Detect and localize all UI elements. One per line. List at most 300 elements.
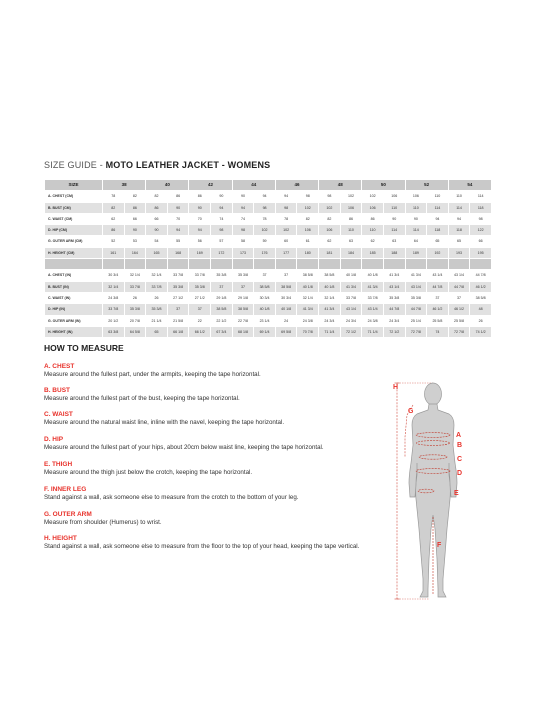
- size-cell: 106: [405, 191, 427, 202]
- size-cell: 86: [103, 225, 125, 236]
- size-cell: 82: [124, 191, 146, 202]
- size-cell: 74 1/2: [470, 326, 492, 337]
- size-row-label: B. BUST (CM): [45, 202, 103, 213]
- size-row-label: G. OUTER ARM (CM): [45, 236, 103, 247]
- size-cell: 33 7/8: [340, 292, 362, 303]
- size-header-cell: 46: [275, 180, 318, 191]
- measure-item: [44, 535, 374, 551]
- size-cell: 110: [383, 202, 405, 213]
- size-cell: 65: [448, 236, 470, 247]
- size-cell: 44 7/8: [405, 304, 427, 315]
- size-cell: 46 1/2: [427, 304, 449, 315]
- size-cell: 90: [405, 213, 427, 224]
- size-cell: 43 1/4: [340, 304, 362, 315]
- body-silhouette: [409, 383, 457, 597]
- size-cell: 24 3/4: [319, 315, 341, 326]
- size-cell: 62: [103, 213, 125, 224]
- size-cell: 38 5/8: [254, 281, 276, 292]
- size-cell: 90: [124, 225, 146, 236]
- size-row: [45, 191, 492, 202]
- size-cell: 176: [254, 247, 276, 258]
- measure-item-desc: Measure around the fullest part, under the armpits, keeping the tape horizontal.: [44, 371, 261, 378]
- size-cell: 71 1/4: [319, 326, 341, 337]
- size-cell: 33 7/8: [146, 281, 168, 292]
- size-cell: 118: [427, 225, 449, 236]
- size-cell: 33 7/8: [103, 304, 125, 315]
- size-cell: 26: [470, 315, 492, 326]
- size-cell: [340, 259, 362, 270]
- size-cell: 30 3/4: [254, 292, 276, 303]
- how-to-measure-title: HOW TO MEASURE: [44, 343, 124, 353]
- size-cell: 29 1/8: [232, 292, 254, 303]
- size-header-label: SIZE: [45, 180, 103, 191]
- size-cell: 24: [275, 315, 297, 326]
- measure-item-desc: Measure around the fullest part of your hips, about 20cm below waist line, keeping the tape horizontal.: [44, 444, 324, 451]
- size-cell: 102: [362, 191, 384, 202]
- size-cell: 98: [297, 191, 319, 202]
- size-cell: 172: [211, 247, 233, 258]
- size-cell: 189: [405, 247, 427, 258]
- size-cell: 41 3/4: [383, 270, 405, 281]
- size-cell: 70: [167, 213, 189, 224]
- size-cell: 40 1/8: [275, 304, 297, 315]
- size-cell: 43 1/4: [405, 281, 427, 292]
- size-row-label: C. WAIST (IN): [45, 292, 103, 303]
- body-figure: [393, 379, 471, 603]
- size-row: [45, 326, 492, 337]
- size-cell: 43 1/4: [427, 270, 449, 281]
- size-cell: 82: [103, 202, 125, 213]
- size-cell: 35 3/8: [211, 270, 233, 281]
- size-cell: 188: [383, 247, 405, 258]
- size-cell: 90: [232, 191, 254, 202]
- size-cell: 35 3/8: [189, 281, 211, 292]
- size-cell: 20 1/2: [103, 315, 125, 326]
- size-cell: [146, 259, 168, 270]
- size-cell: 70: [189, 213, 211, 224]
- measure-item-title: G. OUTER ARM: [44, 511, 92, 518]
- size-cell: 37: [448, 292, 470, 303]
- size-cell: 78: [254, 213, 276, 224]
- size-cell: [383, 259, 405, 270]
- size-row-label: A. CHEST (CM): [45, 191, 103, 202]
- size-cell: 165: [146, 247, 168, 258]
- size-cell: 32 1/4: [146, 270, 168, 281]
- size-cell: 22 7/8: [232, 315, 254, 326]
- size-cell: 52: [103, 236, 125, 247]
- measure-item-desc: Measure around the fullest part of the bust, keeping the tape horizontal.: [44, 395, 240, 402]
- size-cell: 21 1/4: [146, 315, 168, 326]
- measure-item-title: E. THIGH: [44, 461, 73, 468]
- size-row-label: D. HIP (CM): [45, 225, 103, 236]
- size-cell: [124, 259, 146, 270]
- size-row: [45, 236, 492, 247]
- size-cell: [232, 259, 254, 270]
- size-cell: 38 5/8: [211, 304, 233, 315]
- size-cell: 86: [189, 191, 211, 202]
- size-cell: 35 3/8: [383, 292, 405, 303]
- measure-item-desc: Stand against a wall, ask someone else to measure from the floor to the top of your head, keeping the tape vertical.: [44, 543, 360, 550]
- measure-item-desc: Measure from shoulder (Humerus) to wrist.: [44, 519, 162, 526]
- size-cell: 86: [146, 202, 168, 213]
- size-header-cell: 54: [448, 180, 491, 191]
- size-cell: 37: [254, 270, 276, 281]
- size-cell: 24 3/4: [340, 315, 362, 326]
- size-header-cell: 38: [103, 180, 146, 191]
- size-cell: 169: [189, 247, 211, 258]
- size-cell: 110: [448, 191, 470, 202]
- size-cell: 24 3/8: [297, 315, 319, 326]
- size-cell: 38 5/8: [232, 304, 254, 315]
- size-cell: 30 3/4: [275, 292, 297, 303]
- size-row-label: H. HEIGHT (IN): [45, 326, 103, 337]
- size-row-label: D. HIP (IN): [45, 304, 103, 315]
- size-cell: 25 1/4: [405, 315, 427, 326]
- size-header-cell: 50: [362, 180, 405, 191]
- size-cell: 69 5/8: [275, 326, 297, 337]
- size-cell: [297, 259, 319, 270]
- size-cell: 72 7/8: [405, 326, 427, 337]
- size-cell: 24 3/8: [103, 292, 125, 303]
- size-cell: 82: [297, 213, 319, 224]
- size-cell: [189, 259, 211, 270]
- size-cell: 74: [211, 213, 233, 224]
- size-cell: 72 7/8: [448, 326, 470, 337]
- size-cell: 37: [232, 281, 254, 292]
- size-cell: 66 1/8: [167, 326, 189, 337]
- size-cell: 94: [189, 225, 211, 236]
- size-cell: 110: [362, 225, 384, 236]
- figure-label-h: H: [393, 384, 399, 391]
- size-cell: 37: [275, 270, 297, 281]
- size-cell: 193: [448, 247, 470, 258]
- size-cell: 74: [232, 213, 254, 224]
- page-title: [44, 160, 270, 170]
- size-cell: 98: [211, 225, 233, 236]
- size-cell: 63: [340, 236, 362, 247]
- size-cell: 59: [254, 236, 276, 247]
- size-cell: 26: [124, 292, 146, 303]
- size-cell: 43 1/4: [448, 270, 470, 281]
- size-cell: [319, 259, 341, 270]
- size-cell: 195: [470, 247, 492, 258]
- size-cell: 44 7/8: [448, 281, 470, 292]
- size-cell: 94: [232, 202, 254, 213]
- size-header-cell: 44: [232, 180, 275, 191]
- size-row: [45, 202, 492, 213]
- size-cell: 122: [470, 225, 492, 236]
- measure-item: [44, 461, 374, 477]
- figure-label-b: B: [457, 442, 463, 449]
- size-cell: 102: [254, 225, 276, 236]
- size-cell: 35 3/8: [146, 304, 168, 315]
- size-cell: 106: [319, 225, 341, 236]
- size-cell: 98: [254, 202, 276, 213]
- size-cell: 118: [448, 225, 470, 236]
- size-row-label: B. BUST (IN): [45, 281, 103, 292]
- size-cell: 27 1/2: [189, 292, 211, 303]
- size-row: [45, 225, 492, 236]
- size-cell: 43 1/4: [383, 281, 405, 292]
- size-cell: 106: [383, 191, 405, 202]
- size-cell: 40 1/8: [362, 270, 384, 281]
- size-cell: 37: [427, 292, 449, 303]
- size-cell: 110: [427, 191, 449, 202]
- size-cell: 64: [405, 236, 427, 247]
- size-header-cell: 42: [189, 180, 232, 191]
- size-cell: 20 7/8: [124, 315, 146, 326]
- size-cell: 61: [297, 236, 319, 247]
- size-cell: 78: [103, 191, 125, 202]
- size-row: [45, 259, 492, 270]
- size-cell: 26: [146, 292, 168, 303]
- size-cell: 65: [146, 326, 168, 337]
- measure-item-title: A. CHEST: [44, 363, 75, 370]
- size-cell: 66: [124, 213, 146, 224]
- measure-item: [44, 363, 374, 379]
- size-cell: 44 7/8: [427, 281, 449, 292]
- size-cell: 114: [448, 202, 470, 213]
- size-cell: 44 7/8: [383, 304, 405, 315]
- size-cell: 66: [470, 236, 492, 247]
- size-cell: 114: [470, 191, 492, 202]
- size-cell: 58: [232, 236, 254, 247]
- size-cell: 41 3/4: [319, 304, 341, 315]
- measure-item-desc: Stand against a wall, ask someone else to measure from the crotch to the bottom of your leg.: [44, 494, 299, 501]
- size-cell: 74: [427, 326, 449, 337]
- size-cell: 118: [470, 202, 492, 213]
- size-cell: 177: [275, 247, 297, 258]
- size-cell: 56: [189, 236, 211, 247]
- size-cell: 110: [405, 202, 427, 213]
- size-cell: 24 3/4: [383, 315, 405, 326]
- size-cell: 86: [167, 191, 189, 202]
- size-cell: 86: [124, 202, 146, 213]
- size-cell: 106: [362, 202, 384, 213]
- size-cell: 32 1/4: [297, 292, 319, 303]
- size-cell: [405, 259, 427, 270]
- size-cell: 64 5/8: [124, 326, 146, 337]
- size-cell: 33 7/8: [124, 281, 146, 292]
- size-row: [45, 281, 492, 292]
- size-cell: 106: [297, 225, 319, 236]
- size-cell: 114: [427, 202, 449, 213]
- measure-item: [44, 387, 374, 403]
- size-cell: 72 1/2: [383, 326, 405, 337]
- size-cell: 32 1/4: [319, 292, 341, 303]
- measure-item-desc: Measure around the thigh just below the crotch, keeping the tape horizontal.: [44, 469, 253, 476]
- measure-item-desc: Measure around the natural waist line, inline with the navel, keeping the tape horizontal.: [44, 419, 285, 426]
- size-cell: 37: [189, 304, 211, 315]
- size-cell: 67 3/4: [211, 326, 233, 337]
- size-cell: 94: [254, 191, 276, 202]
- size-cell: 57: [211, 236, 233, 247]
- title-main: MOTO LEATHER JACKET - WOMENS: [105, 160, 271, 170]
- size-cell: 35 3/8: [405, 292, 427, 303]
- size-cell: 41 3/4: [362, 281, 384, 292]
- size-cell: 63 3/8: [103, 326, 125, 337]
- size-cell: 66 1/2: [189, 326, 211, 337]
- size-cell: 68 1/8: [232, 326, 254, 337]
- size-cell: 114: [383, 225, 405, 236]
- size-row-label: H. HEIGHT (CM): [45, 247, 103, 258]
- size-cell: 114: [405, 225, 427, 236]
- size-row-label: C. WAIST (CM): [45, 213, 103, 224]
- size-cell: 32 1/4: [103, 281, 125, 292]
- size-cell: 40 1/8: [254, 304, 276, 315]
- size-cell: [362, 259, 384, 270]
- measure-item: [44, 511, 374, 527]
- size-cell: 35 3/8: [124, 304, 146, 315]
- size-cell: 55: [167, 236, 189, 247]
- size-cell: 86: [362, 213, 384, 224]
- size-cell: 86: [340, 213, 362, 224]
- size-cell: 46 1/2: [470, 281, 492, 292]
- size-cell: 25 5/8: [448, 315, 470, 326]
- size-cell: 43 1/4: [362, 304, 384, 315]
- size-cell: 94: [211, 202, 233, 213]
- size-cell: [211, 259, 233, 270]
- size-cell: 63: [383, 236, 405, 247]
- measure-item-title: D. HIP: [44, 436, 64, 443]
- size-cell: 40 1/8: [319, 281, 341, 292]
- size-cell: 53: [124, 236, 146, 247]
- size-cell: 161: [103, 247, 125, 258]
- size-cell: 24 3/8: [362, 315, 384, 326]
- size-cell: 40 1/8: [340, 270, 362, 281]
- size-cell: 33 7/8: [189, 270, 211, 281]
- size-cell: 164: [124, 247, 146, 258]
- size-row: [45, 304, 492, 315]
- figure-label-e: E: [454, 490, 459, 497]
- size-cell: 78: [275, 213, 297, 224]
- measure-item-title: B. BUST: [44, 387, 70, 394]
- size-cell: 94: [427, 213, 449, 224]
- size-cell: 62: [362, 236, 384, 247]
- size-cell: 60: [275, 236, 297, 247]
- measure-item: [44, 486, 374, 502]
- size-header-cell: 48: [319, 180, 362, 191]
- size-cell: 38 5/8: [319, 270, 341, 281]
- size-header-cell: 52: [405, 180, 448, 191]
- size-row: [45, 270, 492, 281]
- size-cell: 185: [362, 247, 384, 258]
- size-cell: 38 5/8: [297, 270, 319, 281]
- size-cell: 37: [167, 304, 189, 315]
- size-cell: 90: [167, 202, 189, 213]
- size-cell: 46 1/2: [448, 304, 470, 315]
- size-cell: [167, 259, 189, 270]
- size-cell: 173: [232, 247, 254, 258]
- size-row: [45, 213, 492, 224]
- size-header-cell: 40: [146, 180, 189, 191]
- size-cell: 41 3/4: [405, 270, 427, 281]
- size-cell: 82: [146, 191, 168, 202]
- size-cell: 90: [383, 213, 405, 224]
- size-cell: 102: [275, 225, 297, 236]
- size-cell: 94: [448, 213, 470, 224]
- size-cell: 29 1/8: [211, 292, 233, 303]
- size-cell: [448, 259, 470, 270]
- size-cell: [103, 259, 125, 270]
- size-cell: 66: [146, 213, 168, 224]
- size-cell: 90: [211, 191, 233, 202]
- measure-item: [44, 411, 374, 427]
- size-cell: 102: [297, 202, 319, 213]
- size-row-label: G. OUTER ARM (IN): [45, 315, 103, 326]
- size-cell: 94: [275, 191, 297, 202]
- size-cell: 21 5/8: [167, 315, 189, 326]
- size-cell: 54: [146, 236, 168, 247]
- size-cell: 102: [319, 202, 341, 213]
- size-cell: 37: [211, 281, 233, 292]
- measure-item-title: H. HEIGHT: [44, 535, 77, 542]
- size-cell: 94: [167, 225, 189, 236]
- size-cell: 30 3/4: [103, 270, 125, 281]
- size-cell: 82: [319, 213, 341, 224]
- size-cell: 98: [470, 213, 492, 224]
- size-cell: 35 3/8: [232, 270, 254, 281]
- size-cell: 33 7/8: [362, 292, 384, 303]
- size-cell: 90: [189, 202, 211, 213]
- size-cell: [275, 259, 297, 270]
- size-cell: 62: [319, 236, 341, 247]
- size-cell: 27 1/2: [167, 292, 189, 303]
- figure-label-a: A: [456, 432, 462, 439]
- size-cell: 25 5/8: [427, 315, 449, 326]
- size-cell: 40 1/8: [297, 281, 319, 292]
- figure-label-d: D: [457, 470, 463, 477]
- title-prefix: SIZE GUIDE -: [44, 160, 106, 170]
- size-cell: 38 5/8: [275, 281, 297, 292]
- size-cell: 98: [275, 202, 297, 213]
- size-cell: 98: [232, 225, 254, 236]
- figure-label-f: F: [437, 542, 442, 549]
- size-cell: 70 7/8: [297, 326, 319, 337]
- size-cell: 48: [470, 304, 492, 315]
- figure-label-c: C: [457, 456, 463, 463]
- size-cell: 65: [427, 236, 449, 247]
- size-cell: 98: [319, 191, 341, 202]
- size-cell: 33 7/8: [167, 270, 189, 281]
- size-cell: 168: [167, 247, 189, 258]
- size-cell: 71 1/4: [362, 326, 384, 337]
- size-cell: 44 7/8: [470, 270, 492, 281]
- size-cell: 90: [146, 225, 168, 236]
- size-cell: [470, 259, 492, 270]
- size-cell: [254, 259, 276, 270]
- size-cell: 72 1/2: [340, 326, 362, 337]
- size-cell: 192: [427, 247, 449, 258]
- size-cell: 38 5/8: [470, 292, 492, 303]
- size-row: [45, 292, 492, 303]
- size-cell: 110: [340, 225, 362, 236]
- size-cell: 41 3/4: [340, 281, 362, 292]
- size-cell: 184: [340, 247, 362, 258]
- size-row-label: [45, 259, 103, 270]
- size-cell: 106: [340, 202, 362, 213]
- measure-item-title: F. INNER LEG: [44, 486, 87, 493]
- size-cell: 22: [189, 315, 211, 326]
- measure-item-title: C. WAIST: [44, 411, 73, 418]
- size-cell: 181: [319, 247, 341, 258]
- size-cell: 69 1/4: [254, 326, 276, 337]
- size-cell: 23 1/4: [254, 315, 276, 326]
- size-row: [45, 247, 492, 258]
- size-row: [45, 315, 492, 326]
- size-row-label: A. CHEST (IN): [45, 270, 103, 281]
- figure-label-g: G: [408, 408, 414, 415]
